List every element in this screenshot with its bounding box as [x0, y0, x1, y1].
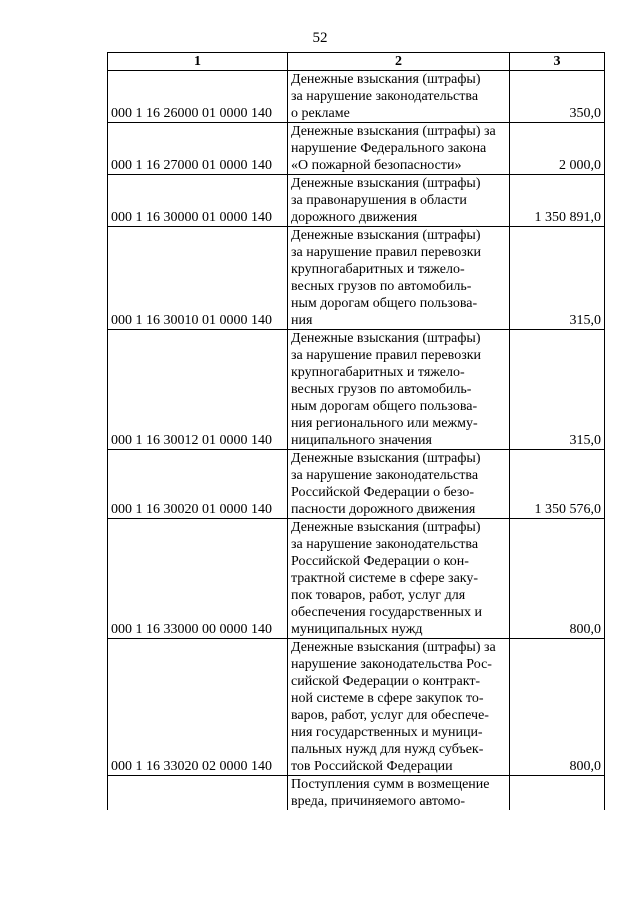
row-amount: 800,0 [510, 639, 605, 776]
table-row [108, 123, 605, 175]
row-code: 000 1 16 33020 02 0000 140 [108, 639, 288, 776]
row-amount: 1 350 576,0 [510, 450, 605, 519]
table-row [108, 175, 605, 227]
row-amount: 350,0 [510, 71, 605, 123]
table-row [108, 227, 605, 330]
budget-revenue-table [107, 52, 605, 810]
row-code: 000 1 16 27000 01 0000 140 [108, 123, 288, 175]
column-header-amount: 3 [510, 53, 605, 71]
table-row [108, 639, 605, 776]
row-amount: 1 350 891,0 [510, 175, 605, 227]
row-code: 000 1 16 30012 01 0000 140 [108, 330, 288, 450]
table-row-continued [108, 776, 605, 811]
row-amount: 315,0 [510, 227, 605, 330]
table-header-row [108, 53, 605, 71]
row-code: 000 1 16 30000 01 0000 140 [108, 175, 288, 227]
row-amount: 800,0 [510, 519, 605, 639]
row-name: Поступления сумм в возмещение вреда, причиняемого автомо- [288, 776, 510, 811]
row-name: Денежные взыскания (штрафы) за нарушение правил перевозки крупногабаритных и тяжело- весных грузов по автомобиль- ным дорогам общего пользова- ния регионального или межму- ниципального значения [288, 330, 510, 450]
row-code: 000 1 16 26000 01 0000 140 [108, 71, 288, 123]
table-row [108, 519, 605, 639]
column-header-code: 1 [108, 53, 288, 71]
row-name: Денежные взыскания (штрафы) за нарушение правил перевозки крупногабаритных и тяжело- весных грузов по автомобиль- ным дорогам общего пользова- ния [288, 227, 510, 330]
row-code: 000 1 16 30010 01 0000 140 [108, 227, 288, 330]
row-name: Денежные взыскания (штрафы) за нарушение Федерального закона «О пожарной безопасности» [288, 123, 510, 175]
row-name: Денежные взыскания (штрафы) за нарушение законодательства о рекламе [288, 71, 510, 123]
row-amount: 315,0 [510, 330, 605, 450]
row-code: 000 1 16 33000 00 0000 140 [108, 519, 288, 639]
column-header-name: 2 [288, 53, 510, 71]
page-number: 52 [312, 30, 328, 46]
row-code [108, 776, 288, 811]
row-name: Денежные взыскания (штрафы) за нарушение законодательства Российской Федерации о кон- трактной системе в сфере заку- пок товаров, работ, услуг для обеспечения государственных и муниципальных нужд [288, 519, 510, 639]
row-name: Денежные взыскания (штрафы) за нарушение законодательства Рос- сийской Федерации о контракт- ной системе в сфере закупок то- варов, работ, услуг для обеспече- ния государственных и муници- пальных нужд для нужд субъек- тов Российской Федерации [288, 639, 510, 776]
row-name: Денежные взыскания (штрафы) за нарушение законодательства Российской Федерации о безо- пасности дорожного движения [288, 450, 510, 519]
row-name: Денежные взыскания (штрафы) за правонарушения в области дорожного движения [288, 175, 510, 227]
table-row [108, 330, 605, 450]
row-amount [510, 776, 605, 811]
table-row [108, 450, 605, 519]
row-amount: 2 000,0 [510, 123, 605, 175]
table-row [108, 71, 605, 123]
row-code: 000 1 16 30020 01 0000 140 [108, 450, 288, 519]
